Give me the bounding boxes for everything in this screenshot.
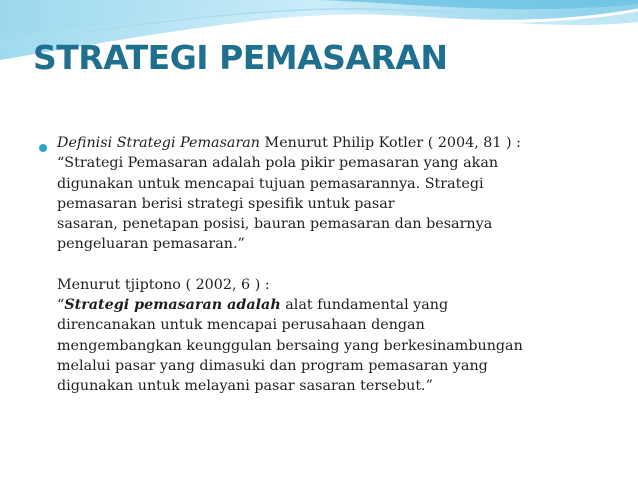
paragraph-gap: [57, 255, 622, 275]
kotler-quote-line: pemasaran berisi strategi spesifik untuk pasar: [57, 195, 395, 212]
kotler-source: Menurut Philip Kotler ( 2004, 81 ) :: [260, 135, 521, 151]
kotler-quote-line: sasaran, penetapan posisi, bauran pemasaran dan besarnya: [57, 216, 493, 233]
slide-title: STRATEGI PEMASARAN: [33, 38, 448, 77]
definition-term: Definisi Strategi Pemasaran: [57, 135, 261, 151]
quote-rest: alat fundamental yang: [280, 297, 449, 314]
tjiptono-quote-line: mengembangkan keunggulan bersaing yang berkesinambungan: [57, 337, 523, 354]
content-body: [57, 133, 622, 397]
kotler-quote-line: “Strategi Pemasaran adalah pola pikir pemasaran yang akan: [57, 155, 499, 172]
bullet-icon: [39, 144, 47, 152]
kotler-quote-line: digunakan untuk mencapai tujuan pemasarannya. Strategi: [57, 175, 484, 192]
tjiptono-quote-line: melalui pasar yang dimasuki dan program pemasaran yang: [57, 357, 488, 374]
tjiptono-quote-line: direncanakan untuk mencapai perusahaan dengan: [57, 317, 425, 334]
definition-term-bold: Strategi pemasaran adalah: [64, 297, 281, 314]
tjiptono-intro-line: Menurut tjiptono ( 2002, 6 ) :: [57, 276, 270, 293]
kotler-intro-line: [57, 133, 622, 153]
tjiptono-quote-first-line: [57, 295, 622, 315]
tjiptono-quote-line: digunakan untuk melayani pasar sasaran tersebut.”: [57, 378, 433, 395]
quote-open: “: [57, 297, 65, 314]
kotler-quote-line: pengeluaran pemasaran.”: [57, 236, 245, 253]
